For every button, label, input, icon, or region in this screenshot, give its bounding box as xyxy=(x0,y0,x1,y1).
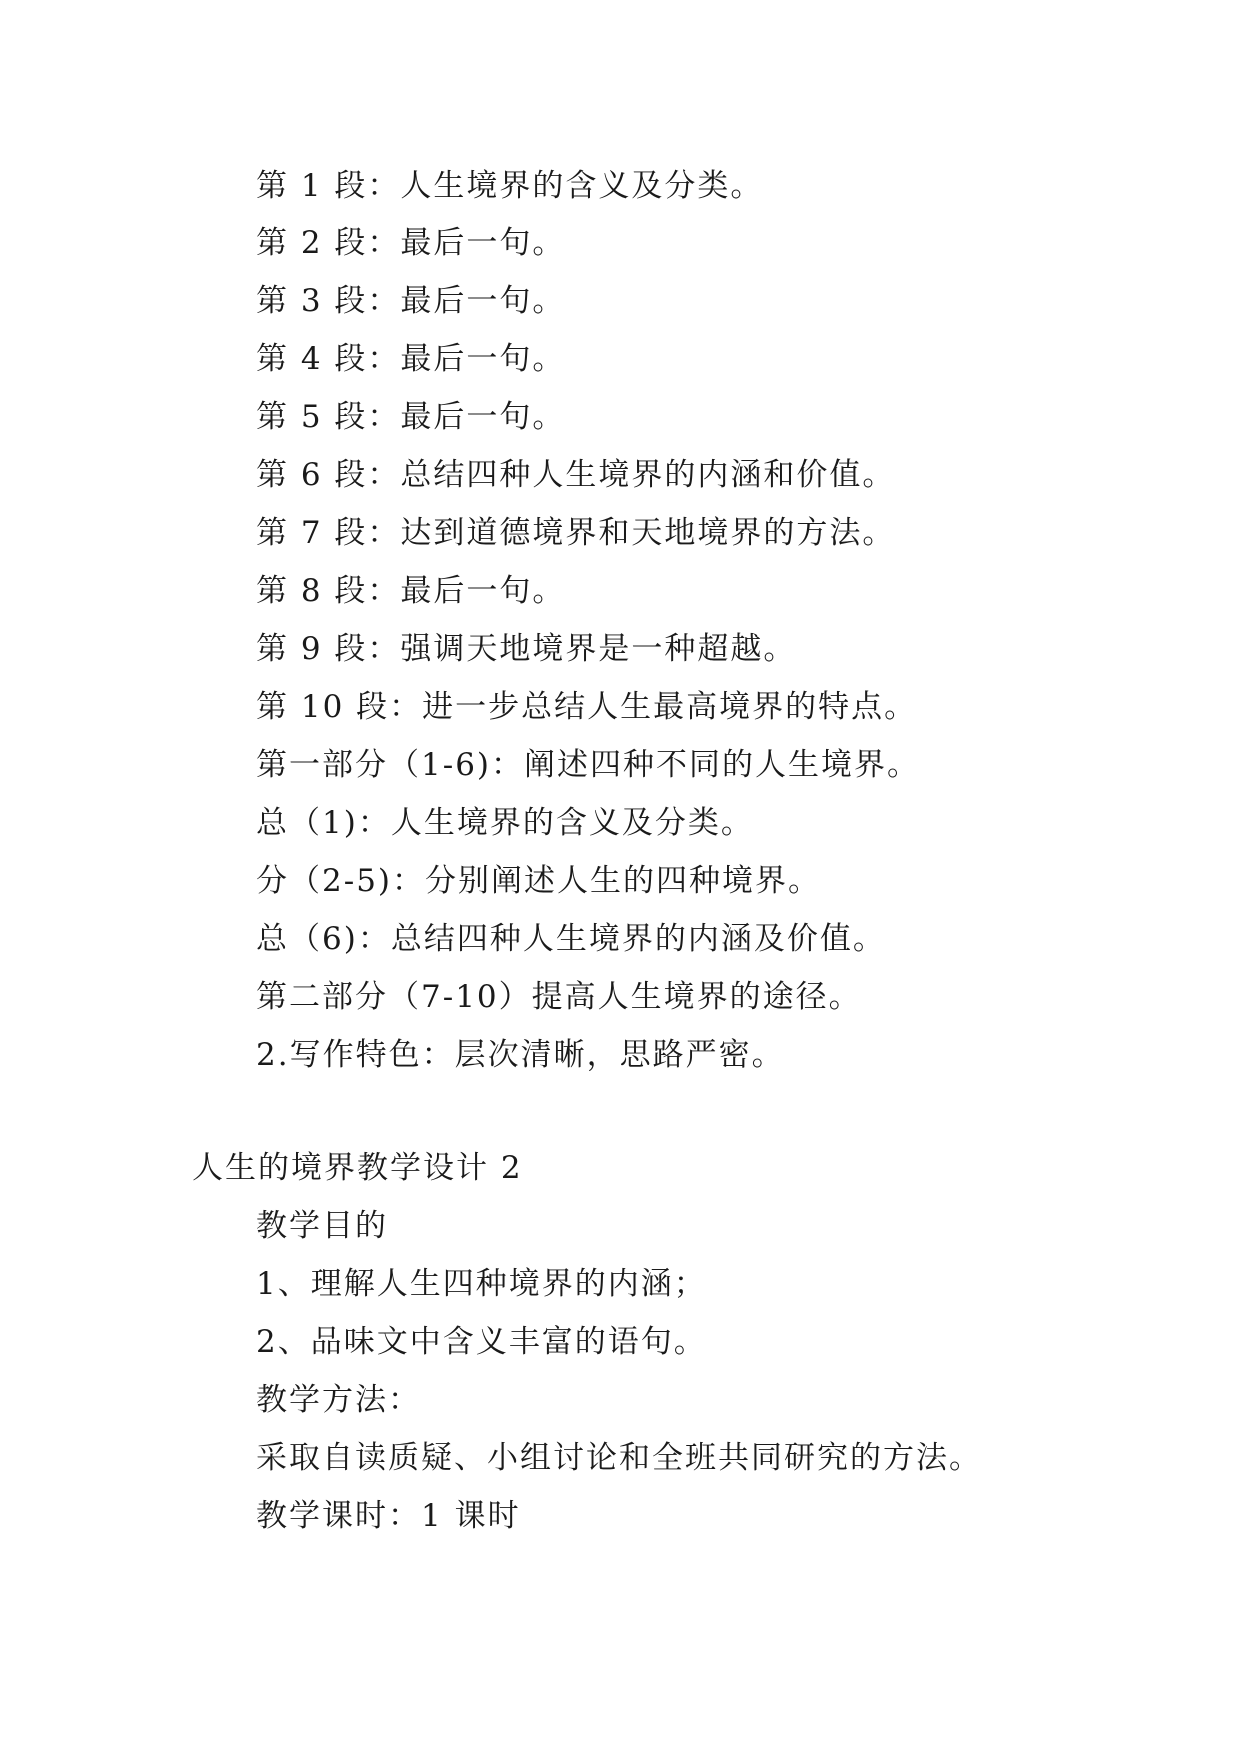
part-one-summary: 第一部分（1-6)：阐述四种不同的人生境界。 xyxy=(256,747,921,783)
teaching-method-heading: 教学方法： xyxy=(256,1382,421,1418)
paragraph-summary-8: 第 8 段：最后一句。 xyxy=(256,573,566,609)
paragraph-summary-5: 第 5 段：最后一句。 xyxy=(256,399,566,435)
objective-item-2: 2、品味文中含义丰富的语句。 xyxy=(256,1324,707,1360)
objective-item-1: 1、理解人生四种境界的内涵； xyxy=(256,1266,707,1302)
writing-features: 2.写作特色：层次清晰，思路严密。 xyxy=(256,1037,785,1073)
paragraph-summary-4: 第 4 段：最后一句。 xyxy=(256,341,566,377)
teaching-objectives-heading: 教学目的 xyxy=(256,1208,388,1244)
teaching-method-text: 采取自读质疑、小组讨论和全班共同研究的方法。 xyxy=(256,1440,982,1476)
structure-sub-2-5: 分（2-5)：分别阐述人生的四种境界。 xyxy=(256,863,822,899)
paragraph-summary-9: 第 9 段：强调天地境界是一种超越。 xyxy=(256,631,797,667)
class-hours: 教学课时：1 课时 xyxy=(256,1498,521,1534)
structure-general-1: 总（1)：人生境界的含义及分类。 xyxy=(256,805,754,841)
structure-general-6: 总（6)：总结四种人生境界的内涵及价值。 xyxy=(256,921,886,957)
part-two-summary: 第二部分（7-10）提高人生境界的途径。 xyxy=(256,979,862,1015)
paragraph-summary-10: 第 10 段：进一步总结人生最高境界的特点。 xyxy=(256,689,918,725)
paragraph-summary-1: 第 1 段：人生境界的含义及分类。 xyxy=(256,168,764,204)
paragraph-summary-6: 第 6 段：总结四种人生境界的内涵和价值。 xyxy=(256,457,896,493)
paragraph-summary-2: 第 2 段：最后一句。 xyxy=(256,225,566,261)
paragraph-summary-7: 第 7 段：达到道德境界和天地境界的方法。 xyxy=(256,515,896,551)
paragraph-summary-3: 第 3 段：最后一句。 xyxy=(256,283,566,319)
section-title: 人生的境界教学设计 2 xyxy=(192,1150,523,1186)
